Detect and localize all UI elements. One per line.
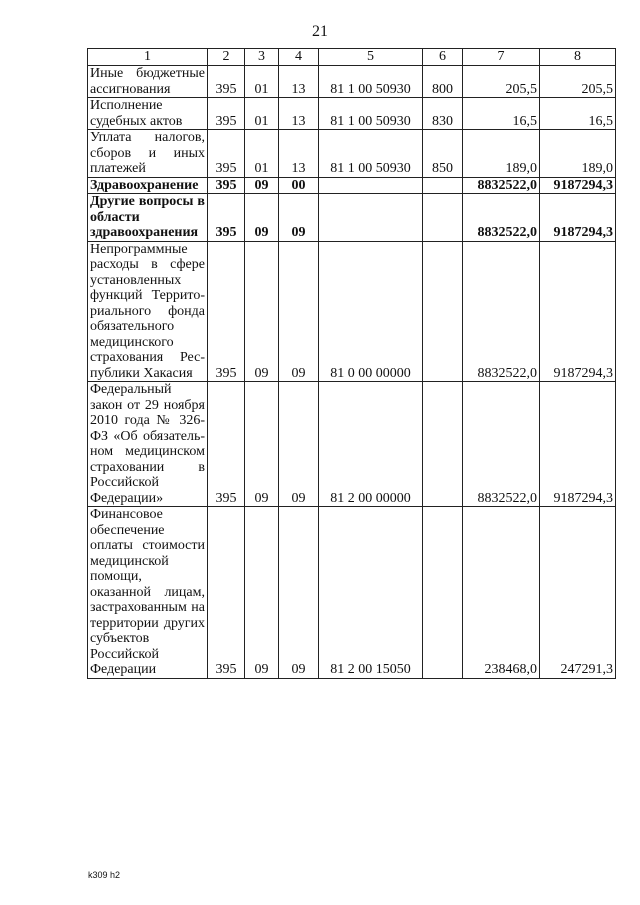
row-description: Непрограммные расходы в сфере установленных функций Территориального фонда обязательного медицинского страхования Республики Хакасия <box>88 241 208 382</box>
cell-expense-type <box>423 177 463 194</box>
cell-section: 09 <box>245 507 279 679</box>
cell-amount-year2: 189,0 <box>540 130 616 178</box>
table-row <box>88 194 616 242</box>
cell-target-article: 81 0 00 00000 <box>319 241 423 382</box>
row-description: Финансовое обеспечение оплаты стоимости медицинской помощи, оказанной лицам, застрахованным на территории других субъектов Российской Федерации <box>88 507 208 679</box>
cell-subsection: 09 <box>279 382 319 507</box>
page-number: 21 <box>312 23 328 40</box>
table-row <box>88 98 616 130</box>
cell-expense-type: 830 <box>423 98 463 130</box>
row-description: Здравоохранение <box>88 177 208 194</box>
column-header: 6 <box>423 49 463 66</box>
table-row <box>88 177 616 194</box>
cell-admin-code: 395 <box>208 130 245 178</box>
cell-admin-code: 395 <box>208 177 245 194</box>
footer-document-code: k309 h2 <box>88 870 121 880</box>
cell-admin-code: 395 <box>208 66 245 98</box>
cell-expense-type <box>423 507 463 679</box>
cell-subsection: 13 <box>279 66 319 98</box>
cell-subsection: 09 <box>279 507 319 679</box>
table-row <box>88 507 616 679</box>
cell-admin-code: 395 <box>208 98 245 130</box>
row-description: Исполнение судебных актов <box>88 98 208 130</box>
cell-section: 09 <box>245 382 279 507</box>
cell-amount-year1: 8832522,0 <box>463 382 540 507</box>
cell-target-article: 81 2 00 15050 <box>319 507 423 679</box>
cell-expense-type <box>423 241 463 382</box>
cell-amount-year1: 8832522,0 <box>463 177 540 194</box>
column-header: 3 <box>245 49 279 66</box>
cell-amount-year1: 16,5 <box>463 98 540 130</box>
table-row <box>88 241 616 382</box>
cell-admin-code: 395 <box>208 507 245 679</box>
cell-amount-year2: 16,5 <box>540 98 616 130</box>
cell-amount-year1: 189,0 <box>463 130 540 178</box>
table-row <box>88 130 616 178</box>
table-row <box>88 382 616 507</box>
cell-subsection: 09 <box>279 194 319 242</box>
cell-amount-year2: 9187294,3 <box>540 194 616 242</box>
cell-section: 09 <box>245 194 279 242</box>
row-description: Уплата налогов, сборов и иных платежей <box>88 130 208 178</box>
cell-subsection: 13 <box>279 130 319 178</box>
cell-amount-year2: 205,5 <box>540 66 616 98</box>
cell-amount-year1: 238468,0 <box>463 507 540 679</box>
column-header: 7 <box>463 49 540 66</box>
cell-expense-type: 850 <box>423 130 463 178</box>
cell-section: 01 <box>245 130 279 178</box>
row-description: Иные бюджетные ассигнования <box>88 66 208 98</box>
cell-target-article: 81 1 00 50930 <box>319 66 423 98</box>
cell-expense-type <box>423 194 463 242</box>
cell-amount-year2: 247291,3 <box>540 507 616 679</box>
cell-subsection: 09 <box>279 241 319 382</box>
cell-amount-year2: 9187294,3 <box>540 382 616 507</box>
cell-expense-type: 800 <box>423 66 463 98</box>
cell-target-article: 81 1 00 50930 <box>319 98 423 130</box>
column-header: 8 <box>540 49 616 66</box>
row-description: Другие вопросы в области здравоохранения <box>88 194 208 242</box>
cell-section: 09 <box>245 241 279 382</box>
cell-subsection: 00 <box>279 177 319 194</box>
cell-amount-year1: 8832522,0 <box>463 194 540 242</box>
cell-expense-type <box>423 382 463 507</box>
cell-target-article: 81 1 00 50930 <box>319 130 423 178</box>
column-header: 2 <box>208 49 245 66</box>
cell-amount-year2: 9187294,3 <box>540 177 616 194</box>
cell-target-article: 81 2 00 00000 <box>319 382 423 507</box>
table-header-row <box>88 49 616 66</box>
cell-amount-year1: 8832522,0 <box>463 241 540 382</box>
cell-admin-code: 395 <box>208 241 245 382</box>
cell-amount-year2: 9187294,3 <box>540 241 616 382</box>
cell-target-article <box>319 194 423 242</box>
column-header: 4 <box>279 49 319 66</box>
cell-section: 01 <box>245 66 279 98</box>
column-header: 5 <box>319 49 423 66</box>
cell-amount-year1: 205,5 <box>463 66 540 98</box>
cell-subsection: 13 <box>279 98 319 130</box>
row-description: Федеральный закон от 29 ноября 2010 года № 326-ФЗ «Об обязательном медицинском страховании в Российской Федерации» <box>88 382 208 507</box>
table-row <box>88 66 616 98</box>
column-header: 1 <box>88 49 208 66</box>
cell-section: 01 <box>245 98 279 130</box>
cell-section: 09 <box>245 177 279 194</box>
cell-admin-code: 395 <box>208 194 245 242</box>
budget-table <box>87 48 616 679</box>
cell-target-article <box>319 177 423 194</box>
cell-admin-code: 395 <box>208 382 245 507</box>
